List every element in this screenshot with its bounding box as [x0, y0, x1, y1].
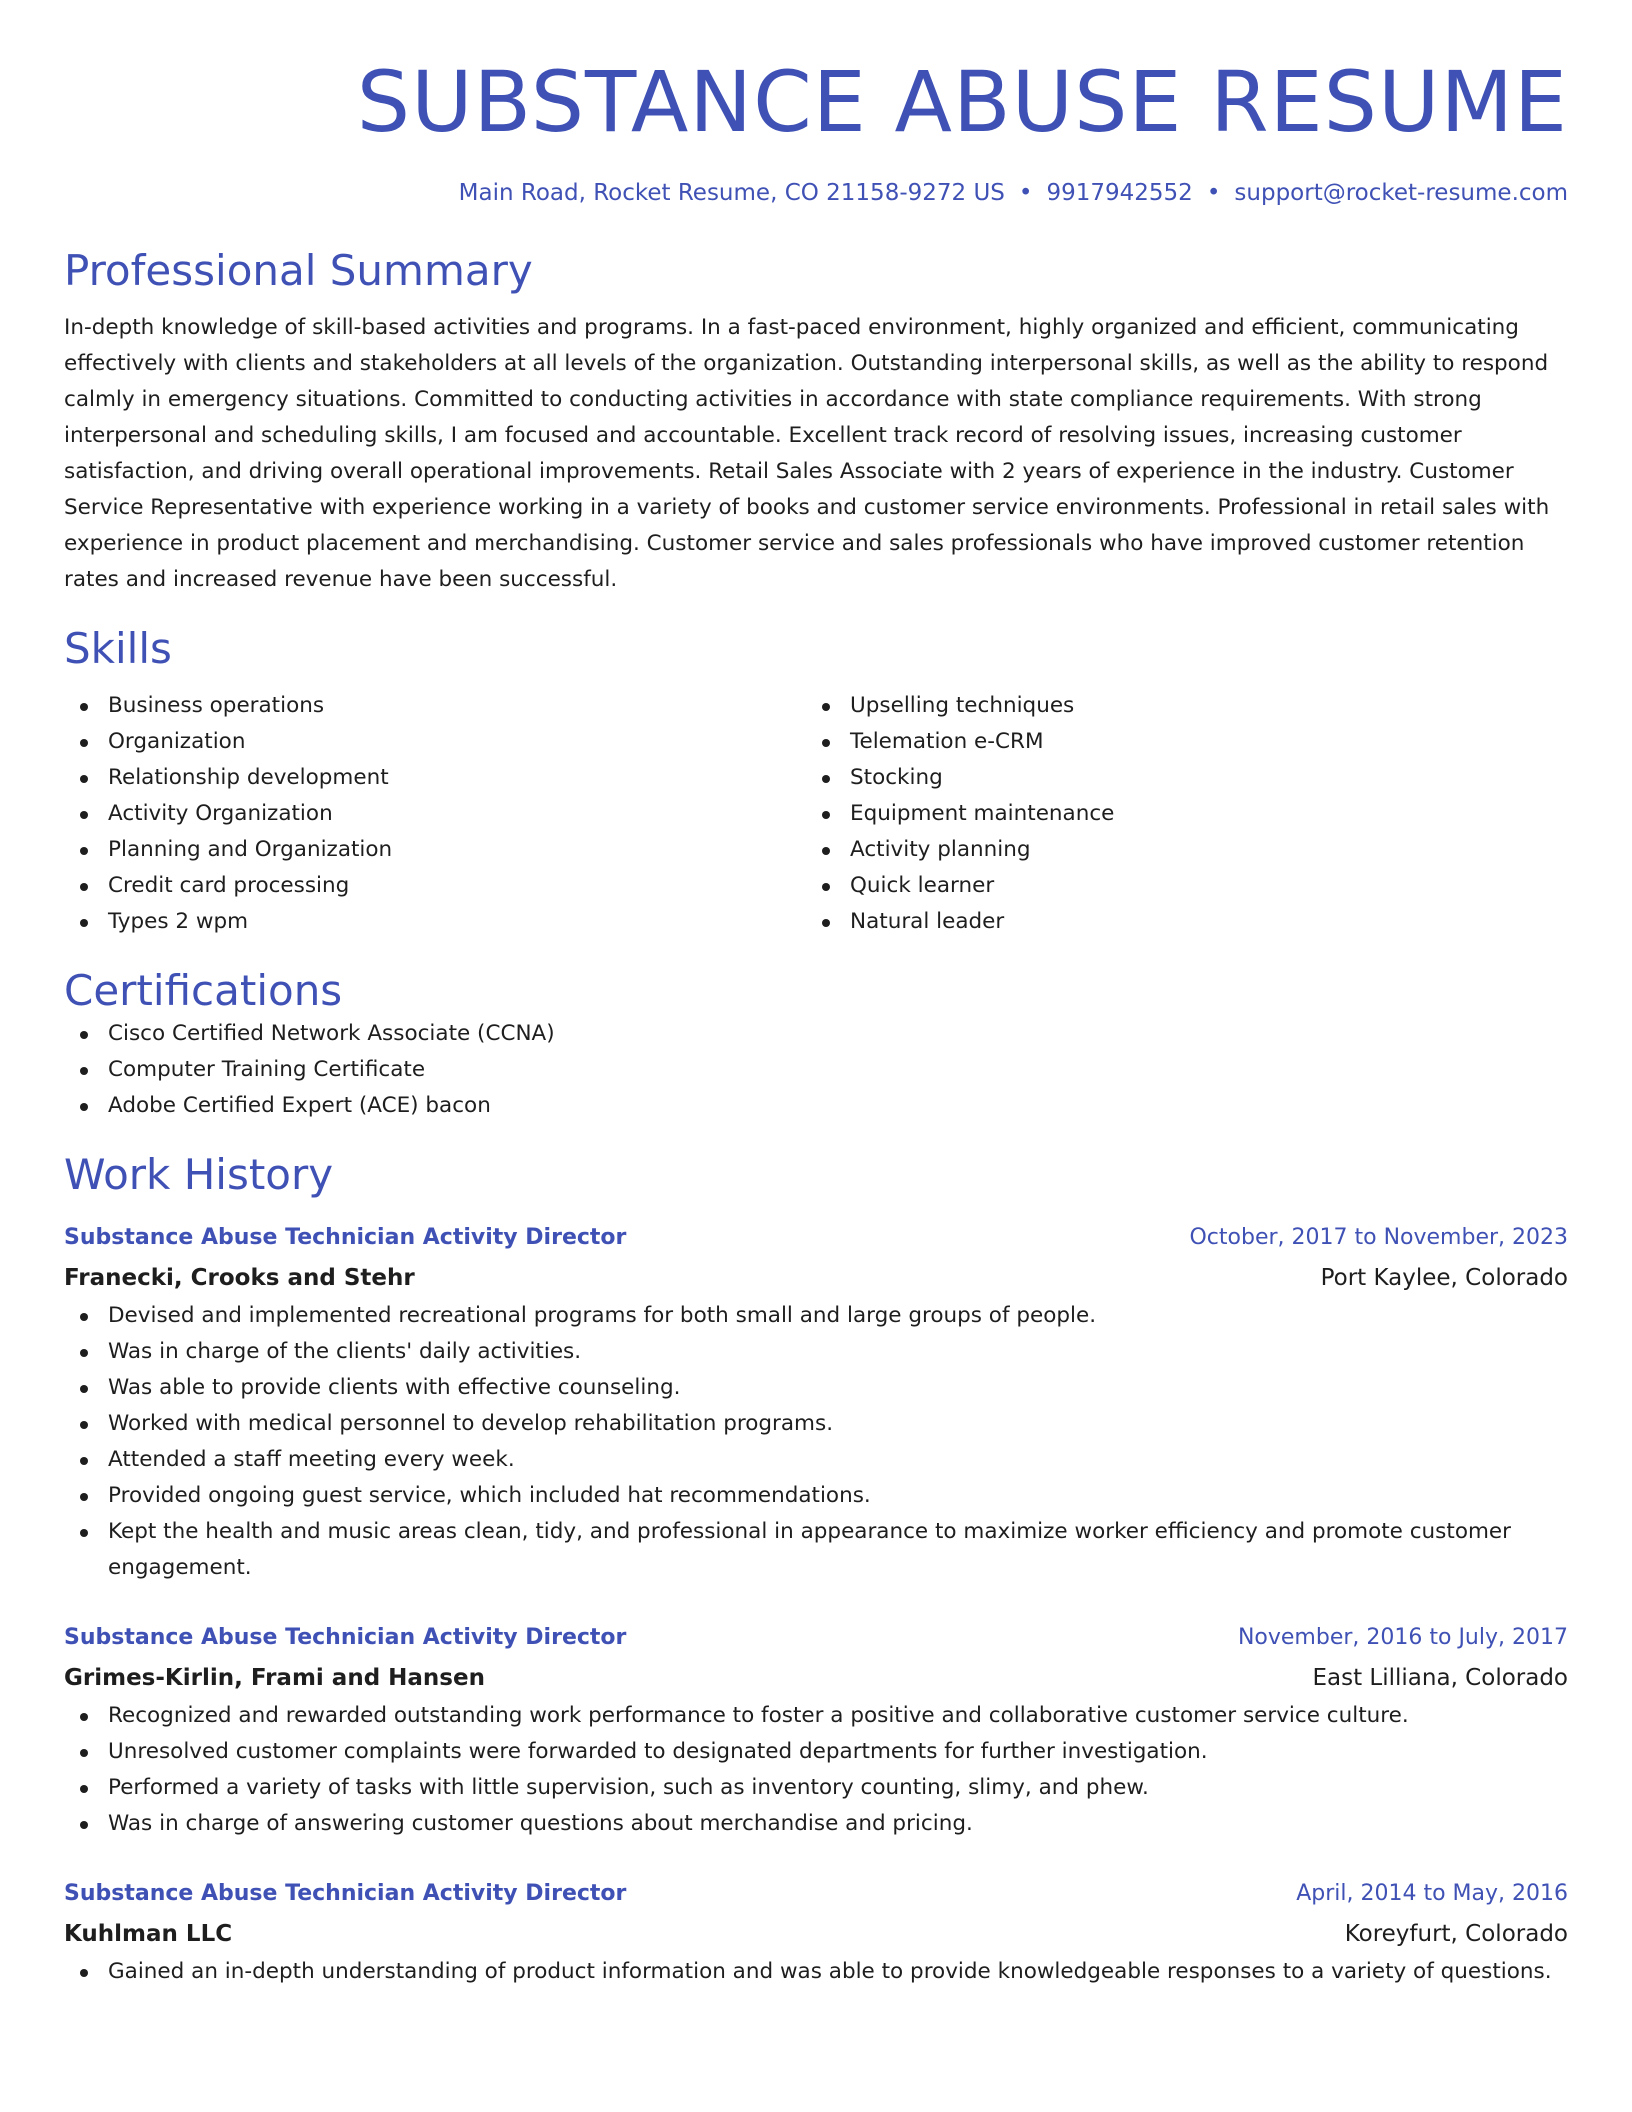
job-dates: October, 2017 to November, 2023: [1189, 1225, 1568, 1250]
job-duty-item: Recognized and rewarded outstanding work performance to foster a positive and collaborative customer service culture.: [64, 1698, 1568, 1734]
job-duties-list: [64, 1298, 1568, 1586]
job-location: Koreyfurt, Colorado: [1344, 1921, 1568, 1947]
skill-item: Telemation e-CRM: [806, 724, 1548, 760]
work-history-heading: Work History: [64, 1150, 334, 1199]
skill-item: Activity Organization: [64, 796, 806, 832]
job-header-row: [64, 1218, 1568, 1258]
summary-text: In-depth knowledge of skill-based activities and programs. In a fast-paced environment, highly organized and efficient, communicating effectively with clients and stakeholders at all levels of the organization. Outstanding interpersonal skills, as well as the ability to respond calmly in emergency situations. Committed to conducting activities in accordance with state compliance requirements. With strong interpersonal and scheduling skills, I am focused and accountable. Excellent track record of resolving issues, increasing customer satisfaction, and driving overall operational improvements. Retail Sales Associate with 2 years of experience in the industry. Customer Service Representative with experience working in a variety of books and customer service environments. Professional in retail sales with experience in product placement and merchandising. Customer service and sales professionals who have improved customer retention rates and increased revenue have been successful.: [64, 315, 1550, 592]
skill-item: Business operations: [64, 688, 806, 724]
job-duty-item: Kept the health and music areas clean, tidy, and professional in appearance to maximize worker efficiency and promote customer engagement.: [64, 1514, 1568, 1586]
skill-item: Equipment maintenance: [806, 796, 1548, 832]
skills-heading: Skills: [64, 624, 172, 673]
job-company: Kuhlman LLC: [64, 1921, 233, 1947]
job-employer-row: [64, 1258, 1568, 1298]
job-duty-item: Attended a staff meeting every week.: [64, 1442, 1568, 1478]
job-duties-list: [64, 1954, 1568, 1990]
job-duty-item: Unresolved customer complaints were forwarded to designated departments for further investigation.: [64, 1734, 1568, 1770]
skill-item: Upselling techniques: [806, 688, 1548, 724]
job-duty-item: Was able to provide clients with effective counseling.: [64, 1370, 1568, 1406]
job-entry: [64, 1218, 1568, 1586]
job-dates: April, 2014 to May, 2016: [1296, 1881, 1568, 1906]
skills-list-left: [64, 688, 806, 940]
job-duty-item: Devised and implemented recreational programs for both small and large groups of people.: [64, 1298, 1568, 1334]
job-duties-list: [64, 1698, 1568, 1842]
job-dates: November, 2016 to July, 2017: [1237, 1625, 1568, 1650]
job-duty-item: Was in charge of answering customer questions about merchandise and pricing.: [64, 1806, 1568, 1842]
skill-item: Planning and Organization: [64, 832, 806, 868]
skill-item: Stocking: [806, 760, 1548, 796]
skill-item: Relationship development: [64, 760, 806, 796]
certification-item: Computer Training Certificate: [64, 1052, 1568, 1088]
job-header-row: [64, 1618, 1568, 1658]
job-duty-item: Was in charge of the clients' daily activities.: [64, 1334, 1568, 1370]
skills-list-right: [806, 688, 1548, 940]
job-duty-item: Gained an in-depth understanding of product information and was able to provide knowledgeable responses to a variety of questions.: [64, 1954, 1568, 1990]
contact-phone: 9917942552: [1046, 180, 1193, 206]
skill-item: Organization: [64, 724, 806, 760]
skill-item: Quick learner: [806, 868, 1548, 904]
skill-item: Credit card processing: [64, 868, 806, 904]
resume-page: [64, 0, 1568, 1990]
job-duty-item: Worked with medical personnel to develop rehabilitation programs.: [64, 1406, 1568, 1442]
summary-heading: Professional Summary: [64, 246, 533, 295]
resume-name: SUBSTANCE ABUSE RESUME: [356, 53, 1568, 151]
skills-columns: [64, 688, 1568, 940]
job-entry: [64, 1874, 1568, 1990]
job-header-row: [64, 1874, 1568, 1914]
skill-item: Types 2 wpm: [64, 904, 806, 940]
job-title: Substance Abuse Technician Activity Director: [64, 1881, 627, 1906]
certifications-list: [64, 1016, 1568, 1124]
job-entry: [64, 1618, 1568, 1842]
job-title: Substance Abuse Technician Activity Director: [64, 1225, 627, 1250]
skill-item: Activity planning: [806, 832, 1548, 868]
certification-item: Cisco Certified Network Associate (CCNA): [64, 1016, 1568, 1052]
skill-item: Natural leader: [806, 904, 1548, 940]
contact-line: [64, 178, 1568, 208]
contact-separator: •: [1206, 180, 1221, 206]
certifications-heading: Certifications: [64, 966, 343, 1015]
job-location: Port Kaylee, Colorado: [1320, 1265, 1568, 1291]
job-duty-item: Performed a variety of tasks with little supervision, such as inventory counting, slimy, and phew.: [64, 1770, 1568, 1806]
job-duty-item: Provided ongoing guest service, which included hat recommendations.: [64, 1478, 1568, 1514]
job-employer-row: [64, 1658, 1568, 1698]
job-location: East Lilliana, Colorado: [1312, 1665, 1568, 1691]
job-company: Grimes-Kirlin, Frami and Hansen: [64, 1665, 485, 1691]
contact-separator: •: [1018, 180, 1033, 206]
contact-address: Main Road, Rocket Resume, CO 21158-9272 US: [458, 180, 1005, 206]
contact-email[interactable]: support@rocket-resume.com: [1234, 180, 1568, 206]
certification-item: Adobe Certified Expert (ACE) bacon: [64, 1088, 1568, 1124]
job-company: Franecki, Crooks and Stehr: [64, 1265, 415, 1291]
job-title: Substance Abuse Technician Activity Director: [64, 1625, 627, 1650]
job-employer-row: [64, 1914, 1568, 1954]
